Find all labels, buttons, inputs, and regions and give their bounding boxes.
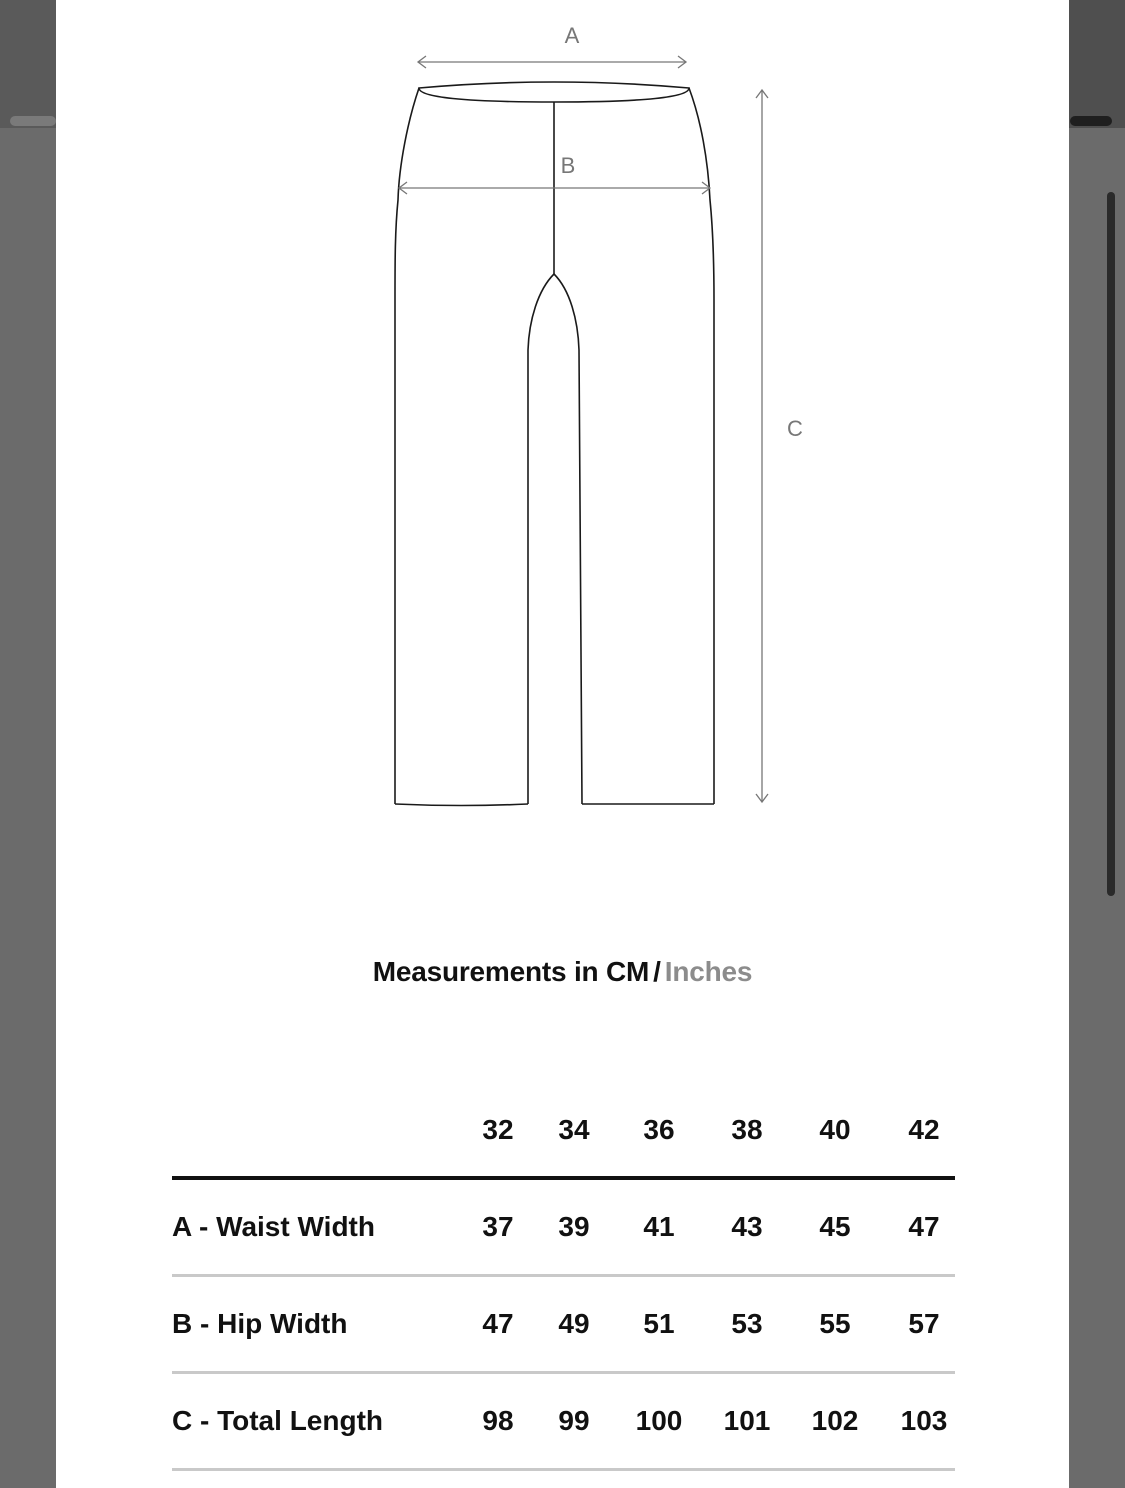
table-row [172, 1180, 955, 1274]
backdrop-handle-right [1070, 116, 1112, 126]
table-cell: 101 [723, 1405, 771, 1436]
unit-inches-link[interactable]: Inches [664, 956, 753, 987]
size-header-cell: 40 [819, 1114, 851, 1145]
pants-measurement-diagram [56, 0, 1069, 840]
size-header-row [172, 1100, 955, 1176]
table-cell: 55 [819, 1308, 851, 1339]
row-divider [172, 1468, 955, 1471]
size-header-cell: 42 [908, 1114, 940, 1145]
size-guide-sheet [56, 0, 1069, 1488]
table-cell: 47 [482, 1308, 514, 1339]
label-b: B [560, 153, 576, 178]
table-cell: 37 [482, 1211, 514, 1242]
measurement-unit-toggle [56, 956, 1069, 988]
row-label: A - Waist Width [172, 1211, 375, 1242]
table-cell: 39 [558, 1211, 590, 1242]
backdrop-handle-left [10, 116, 56, 126]
size-table [172, 1100, 955, 1471]
table-cell: 53 [731, 1308, 763, 1339]
table-row [172, 1277, 955, 1371]
label-c: C [787, 416, 803, 441]
table-cell: 45 [819, 1211, 851, 1242]
total-length-arrow [756, 90, 768, 802]
waist-width-arrow [418, 56, 686, 68]
row-label: C - Total Length [172, 1405, 383, 1436]
table-cell: 51 [643, 1308, 675, 1339]
size-header-cell: 34 [558, 1114, 590, 1145]
table-cell: 103 [900, 1405, 948, 1436]
table-cell: 41 [643, 1211, 675, 1242]
table-cell: 98 [482, 1405, 514, 1436]
backdrop-right-panel [1069, 0, 1125, 128]
table-cell: 49 [558, 1308, 590, 1339]
size-header-cell: 38 [731, 1114, 763, 1145]
unit-separator: / [653, 956, 661, 987]
table-row [172, 1374, 955, 1468]
label-a: A [564, 23, 580, 48]
row-label: B - Hip Width [172, 1308, 348, 1339]
table-cell: 43 [731, 1211, 763, 1242]
size-header-cell: 36 [643, 1114, 675, 1145]
table-cell: 57 [908, 1308, 940, 1339]
table-cell: 47 [908, 1211, 940, 1242]
table-cell: 102 [811, 1405, 859, 1436]
scrollbar-thumb[interactable] [1107, 192, 1115, 896]
unit-cm-label: Measurements in CM [372, 956, 650, 987]
table-cell: 100 [635, 1405, 683, 1436]
size-header-cell: 32 [482, 1114, 514, 1145]
backdrop-left-panel [0, 0, 56, 128]
table-cell: 99 [558, 1405, 590, 1436]
pants-outline [395, 82, 714, 806]
